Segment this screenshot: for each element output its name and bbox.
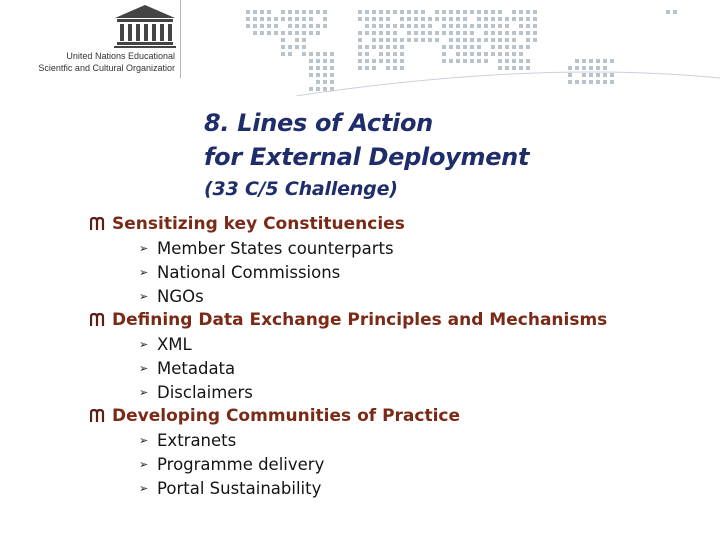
m-bullet-icon <box>90 217 112 231</box>
title-line-2: for External Deployment <box>204 143 530 171</box>
arrow-bullet-icon: ➢ <box>139 433 149 447</box>
slide-content <box>90 212 710 500</box>
list-item <box>90 332 710 356</box>
list-item <box>90 236 710 260</box>
section <box>90 212 710 308</box>
org-line-2: Scientfic and Cultural Organizatior <box>38 63 175 73</box>
arrow-bullet-icon: ➢ <box>139 289 149 303</box>
list-item-text: Programme delivery <box>157 454 325 474</box>
m-bullet-icon <box>90 409 112 423</box>
list-item <box>90 428 710 452</box>
section-heading <box>90 212 710 236</box>
section-heading-text: Defining Data Exchange Principles and Mechanisms <box>112 310 608 330</box>
section <box>90 308 710 404</box>
header-divider <box>180 0 181 78</box>
list-item-text: NGOs <box>157 286 204 306</box>
list-item <box>90 284 710 308</box>
title-line-3: (33 C/5 Challenge) <box>204 178 398 200</box>
list-item-text: Portal Sustainability <box>157 478 322 498</box>
unesco-logo-icon <box>114 4 176 48</box>
list-item <box>90 356 710 380</box>
arrow-bullet-icon: ➢ <box>139 241 149 255</box>
list-item-text: National Commissions <box>157 262 341 282</box>
organization-name <box>0 50 175 74</box>
list-item <box>90 452 710 476</box>
arrow-bullet-icon: ➢ <box>139 481 149 495</box>
list-item-text: Metadata <box>157 358 236 378</box>
list-item <box>90 380 710 404</box>
dotted-world-map-icon <box>236 0 720 96</box>
section-heading-text: Sensitizing key Constituencies <box>112 214 405 234</box>
arrow-bullet-icon: ➢ <box>139 265 149 279</box>
section-heading <box>90 404 710 428</box>
list-item-text: XML <box>157 334 192 354</box>
list-item <box>90 476 710 500</box>
list-item <box>90 260 710 284</box>
section-heading-text: Developing Communities of Practice <box>112 406 461 426</box>
list-item-text: Disclaimers <box>157 382 253 402</box>
title-line-1: 8. Lines of Action <box>204 109 433 137</box>
section-heading <box>90 308 710 332</box>
arrow-bullet-icon: ➢ <box>139 385 149 399</box>
org-line-1: United Nations Educational <box>66 51 175 61</box>
arrow-bullet-icon: ➢ <box>139 361 149 375</box>
slide-title <box>204 106 704 204</box>
arrow-bullet-icon: ➢ <box>139 457 149 471</box>
m-bullet-icon <box>90 313 112 327</box>
list-item-text: Member States counterparts <box>157 238 394 258</box>
arrow-bullet-icon: ➢ <box>139 337 149 351</box>
section <box>90 404 710 500</box>
list-item-text: Extranets <box>157 430 237 450</box>
